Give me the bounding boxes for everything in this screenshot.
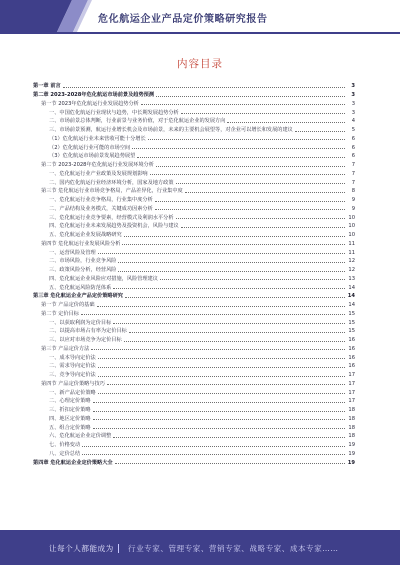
toc-page-number: 7 xyxy=(351,162,355,169)
toc-entry[interactable] xyxy=(33,275,355,284)
toc-entry-text: 五、组合定价策略 xyxy=(49,424,91,431)
toc-entry-text: 二、心理定价策略 xyxy=(49,398,91,405)
toc-entry[interactable] xyxy=(33,388,355,397)
toc-entry-text: 三、危化航运行业竞争要素，经营模式及利润水平分析 xyxy=(49,214,174,221)
toc-entry[interactable] xyxy=(33,423,355,432)
toc-entry-text: 第三章 危化航运企业产品定价策略研究 xyxy=(33,293,123,300)
toc-entry[interactable] xyxy=(33,82,355,91)
toc-leader-dots xyxy=(118,258,345,263)
toc-entry-text: 三、政策风险分析，经营风险 xyxy=(49,267,117,274)
page-header xyxy=(0,0,400,34)
toc-page-number: 3 xyxy=(351,83,355,90)
toc-entry[interactable] xyxy=(33,161,355,170)
toc-entry[interactable] xyxy=(33,441,355,450)
toc-page-number: 3 xyxy=(351,92,355,99)
toc-entry[interactable] xyxy=(33,371,355,380)
toc-entry-text: 第四节 产品定价策略与技巧 xyxy=(41,380,105,387)
toc-page-number: 11 xyxy=(348,249,355,256)
toc-entry-text: 一、危化航运行业产业政策及发展规划影响 xyxy=(49,170,148,177)
toc-entry-text: 一、新产品定价策略 xyxy=(49,389,96,396)
toc-entry-text: 一、中国危化航运行业现状与趋势，中长期发展趋势分析 xyxy=(49,109,179,116)
toc-leader-dots xyxy=(176,214,345,219)
toc-entry[interactable] xyxy=(33,178,355,187)
toc-leader-dots xyxy=(156,162,345,167)
toc-page-number: 10 xyxy=(348,214,355,221)
toc-leader-dots xyxy=(98,249,345,254)
toc-entry[interactable] xyxy=(33,362,355,371)
toc-leader-dots xyxy=(97,302,345,307)
toc-entry[interactable] xyxy=(33,126,355,135)
toc-entry[interactable] xyxy=(33,231,355,240)
toc-entry-text: （3）危化航运市场前景发展趋势展望 xyxy=(49,153,136,160)
toc-page-number: 6 xyxy=(351,135,355,142)
toc-entry[interactable] xyxy=(33,213,355,222)
toc-entry[interactable] xyxy=(33,240,355,249)
toc-entry-text: （2）危化航运行业可能的市场空间 xyxy=(49,144,131,151)
toc-leader-dots xyxy=(129,328,345,333)
toc-entry-text: 第二节 2023-2028年危化航运行业发展环境分析 xyxy=(41,162,154,169)
toc-entry-text: 二、市场前景总体判断，行业前景与业务价值，对于危化航运企业的发展方向 xyxy=(49,118,226,125)
toc-leader-dots xyxy=(82,442,345,447)
toc-leader-dots xyxy=(93,415,345,420)
toc-entry[interactable] xyxy=(33,222,355,231)
toc-entry[interactable] xyxy=(33,327,355,336)
toc-entry-text: 一、危化航运行业竞争格局，行业集中度分析 xyxy=(49,197,153,204)
toc-entry-text: 一、以获取利润为定价目标 xyxy=(49,319,112,326)
toc-leader-dots xyxy=(82,450,345,455)
toc-leader-dots xyxy=(181,109,345,114)
toc-page-number: 3 xyxy=(351,109,355,116)
toc-leader-dots xyxy=(155,205,345,210)
toc-leader-dots xyxy=(148,135,345,140)
toc-entry[interactable] xyxy=(33,345,355,354)
toc-leader-dots xyxy=(132,144,345,149)
toc-entry-text: 一、运营风险及管理 xyxy=(49,249,96,256)
toc-leader-dots xyxy=(124,232,345,237)
toc-entry[interactable] xyxy=(33,318,355,327)
toc-page-number: 14 xyxy=(348,284,355,291)
toc-entry-text: 四、危化航运行业未来发展趋势及投资机会，风险与建议 xyxy=(49,223,179,230)
toc-entry[interactable] xyxy=(33,152,355,161)
toc-entry-text: 六、危化航运企业定价调整 xyxy=(49,433,112,440)
toc-leader-dots xyxy=(113,319,345,324)
toc-entry-text: 五、危化航运企业发展战略研究 xyxy=(49,232,122,239)
toc-entry[interactable] xyxy=(33,397,355,406)
toc-entry-text: 五、危化航运风险防范体系 xyxy=(49,284,112,291)
toc-page-number: 15 xyxy=(348,328,355,335)
toc-page-number: 14 xyxy=(347,293,355,300)
toc-leader-dots xyxy=(81,310,345,315)
toc-entry-text: 二、市场风险，行业竞争风险 xyxy=(49,258,117,265)
toc-entry[interactable] xyxy=(33,248,355,257)
toc-leader-dots xyxy=(141,100,345,105)
page-footer xyxy=(0,530,400,565)
footer-divider xyxy=(118,544,119,553)
toc-entry[interactable] xyxy=(33,196,355,205)
toc-leader-dots xyxy=(181,223,345,228)
toc-leader-dots xyxy=(63,83,345,88)
toc-entry-text: 三、以应对市场竞争为定价目标 xyxy=(49,337,122,344)
toc-leader-dots xyxy=(98,363,345,368)
toc-leader-dots xyxy=(113,433,345,438)
toc-entry[interactable] xyxy=(33,205,355,214)
footer-slogan: 让每个人都能成为 xyxy=(49,544,114,553)
toc-leader-dots xyxy=(98,389,345,394)
toc-entry-text: 四、危化航运企业风险应对措施，风险管理建议 xyxy=(49,275,158,282)
toc-page-number: 17 xyxy=(348,372,355,379)
toc-entry-text: 一、成本导向定价法 xyxy=(49,354,96,361)
toc-page-number: 18 xyxy=(348,415,355,422)
toc-page-number: 19 xyxy=(348,442,355,449)
toc-entry[interactable] xyxy=(33,415,355,424)
toc-page-number: 18 xyxy=(348,407,355,414)
toc-entry-text: 第四节 危化航运行业发展风险分析 xyxy=(41,240,121,247)
toc-leader-dots xyxy=(113,284,345,289)
toc-entry-text: 第一节 产品定价的基础 xyxy=(41,302,95,309)
toc-page-number: 15 xyxy=(348,310,355,317)
toc-entry[interactable] xyxy=(33,458,355,467)
toc-entry[interactable] xyxy=(33,143,355,152)
toc-entry[interactable] xyxy=(33,187,355,196)
toc-page-number: 12 xyxy=(348,258,355,265)
toc-leader-dots xyxy=(150,170,345,175)
toc-entry-text: 三、市场前景预测，航运行业增长机会及市场前景，未来的主要机会展望等，对企业可以增长和发展的建议 xyxy=(49,127,293,134)
toc-leader-dots xyxy=(93,398,345,403)
toc-heading: 内容目录 xyxy=(177,58,223,70)
toc-leader-dots xyxy=(160,275,345,280)
toc-leader-dots xyxy=(124,337,345,342)
toc-entry[interactable] xyxy=(33,108,355,117)
toc-entry[interactable] xyxy=(33,336,355,345)
toc-page-number: 17 xyxy=(348,398,355,405)
toc-entry[interactable] xyxy=(33,353,355,362)
toc-leader-dots xyxy=(137,153,345,158)
toc-entry-text: 第一节 2023年危化航运行业发展趋势分析 xyxy=(41,100,139,107)
toc-leader-dots xyxy=(295,127,345,132)
toc-entry-text: 二、以提高市场占有率为定价目标 xyxy=(49,328,127,335)
toc-page-number: 16 xyxy=(348,345,355,352)
toc-entry[interactable] xyxy=(33,135,355,144)
toc-page-number: 18 xyxy=(348,433,355,440)
toc-entry[interactable] xyxy=(33,450,355,459)
toc-entry[interactable] xyxy=(33,91,355,100)
toc-entry-text: 七、价格变动 xyxy=(49,442,81,449)
toc-page-number: 10 xyxy=(348,232,355,239)
toc-page-number: 15 xyxy=(348,319,355,326)
toc-page-number: 12 xyxy=(348,267,355,274)
toc-entry[interactable] xyxy=(33,257,355,266)
toc-page-number: 5 xyxy=(351,127,355,134)
toc-page-number: 10 xyxy=(348,223,355,230)
toc-entry-text: 第四章 危化航运企业定价策略大全 xyxy=(33,459,113,466)
toc-page-number: 16 xyxy=(348,363,355,370)
toc-leader-dots xyxy=(93,424,345,429)
toc-entry-text: 第一章 前言 xyxy=(33,83,61,90)
toc-entry-text: 二、国内危化航运行业经济环境分析，国家及地方政策 xyxy=(49,179,174,186)
toc-entry-text: 四、地区定价策略 xyxy=(49,415,91,422)
toc-entry-text: 第二节 定价目标 xyxy=(41,310,79,317)
toc-leader-dots xyxy=(122,240,345,245)
toc-leader-dots xyxy=(107,380,345,385)
toc-entry[interactable] xyxy=(33,266,355,275)
toc-page-number: 4 xyxy=(351,118,355,125)
toc-page-number: 9 xyxy=(351,205,355,212)
toc-page-number: 19 xyxy=(348,450,355,457)
toc-page-number: 18 xyxy=(348,424,355,431)
toc-leader-dots xyxy=(98,372,345,377)
toc-page-number: 16 xyxy=(348,354,355,361)
toc-entry[interactable] xyxy=(33,380,355,389)
toc-leader-dots xyxy=(156,92,345,97)
toc-leader-dots xyxy=(185,188,345,193)
toc-leader-dots xyxy=(91,345,345,350)
toc-page-number: 3 xyxy=(351,100,355,107)
toc-entry[interactable] xyxy=(33,100,355,109)
toc-leader-dots xyxy=(176,179,345,184)
toc-entry-text: 八、定价总结 xyxy=(49,450,81,457)
toc-entry-text: 二、需求导向定价法 xyxy=(49,363,96,370)
toc-entry[interactable] xyxy=(33,292,355,301)
toc-entry[interactable] xyxy=(33,170,355,179)
toc-page-number: 11 xyxy=(348,240,355,247)
toc-page-number: 6 xyxy=(351,144,355,151)
toc-entry-text: 三、竞争导向定价法 xyxy=(49,372,96,379)
toc-entry-text: 第三节 危化航运行业市场竞争格局，产品差异化，行业集中度 xyxy=(41,188,183,195)
toc-page-number: 13 xyxy=(348,275,355,282)
toc-entry-text: 第三节 产品定价方法 xyxy=(41,345,90,352)
toc-page-number: 9 xyxy=(351,197,355,204)
toc-page-number: 17 xyxy=(348,389,355,396)
toc-page-number: 7 xyxy=(351,170,355,177)
toc-page-number: 17 xyxy=(348,380,355,387)
toc-page-number: 6 xyxy=(351,153,355,160)
toc-entry[interactable] xyxy=(33,310,355,319)
table-of-contents xyxy=(33,82,355,467)
toc-entry-text: 第二章 2023-2028年危化航运市场前景及趋势预测 xyxy=(33,92,155,99)
report-title: 危化航运企业产品定价策略研究报告 xyxy=(98,14,268,25)
toc-page-number: 19 xyxy=(347,459,355,466)
toc-entry[interactable] xyxy=(33,117,355,126)
toc-page-number: 16 xyxy=(348,337,355,344)
toc-leader-dots xyxy=(98,354,345,359)
toc-leader-dots xyxy=(115,459,345,464)
toc-entry-text: 三、折扣定价策略 xyxy=(49,407,91,414)
footer-roles: 行业专家、管理专家、营销专家、战略专家、成本专家…… xyxy=(128,544,339,553)
toc-leader-dots xyxy=(155,197,345,202)
toc-leader-dots xyxy=(125,293,345,298)
toc-entry[interactable] xyxy=(33,406,355,415)
toc-entry[interactable] xyxy=(33,301,355,310)
toc-entry[interactable] xyxy=(33,283,355,292)
toc-entry-text: 二、产品结构及业务模式，关键成功因素分析 xyxy=(49,205,153,212)
toc-entry-text: （1）危化航运行业未来营收可能十分增长 xyxy=(49,135,146,142)
toc-leader-dots xyxy=(118,267,345,272)
toc-entry[interactable] xyxy=(33,432,355,441)
toc-leader-dots xyxy=(93,407,345,412)
toc-leader-dots xyxy=(227,118,345,123)
toc-page-number: 7 xyxy=(351,179,355,186)
toc-page-number: 8 xyxy=(351,188,355,195)
toc-page-number: 14 xyxy=(348,302,355,309)
